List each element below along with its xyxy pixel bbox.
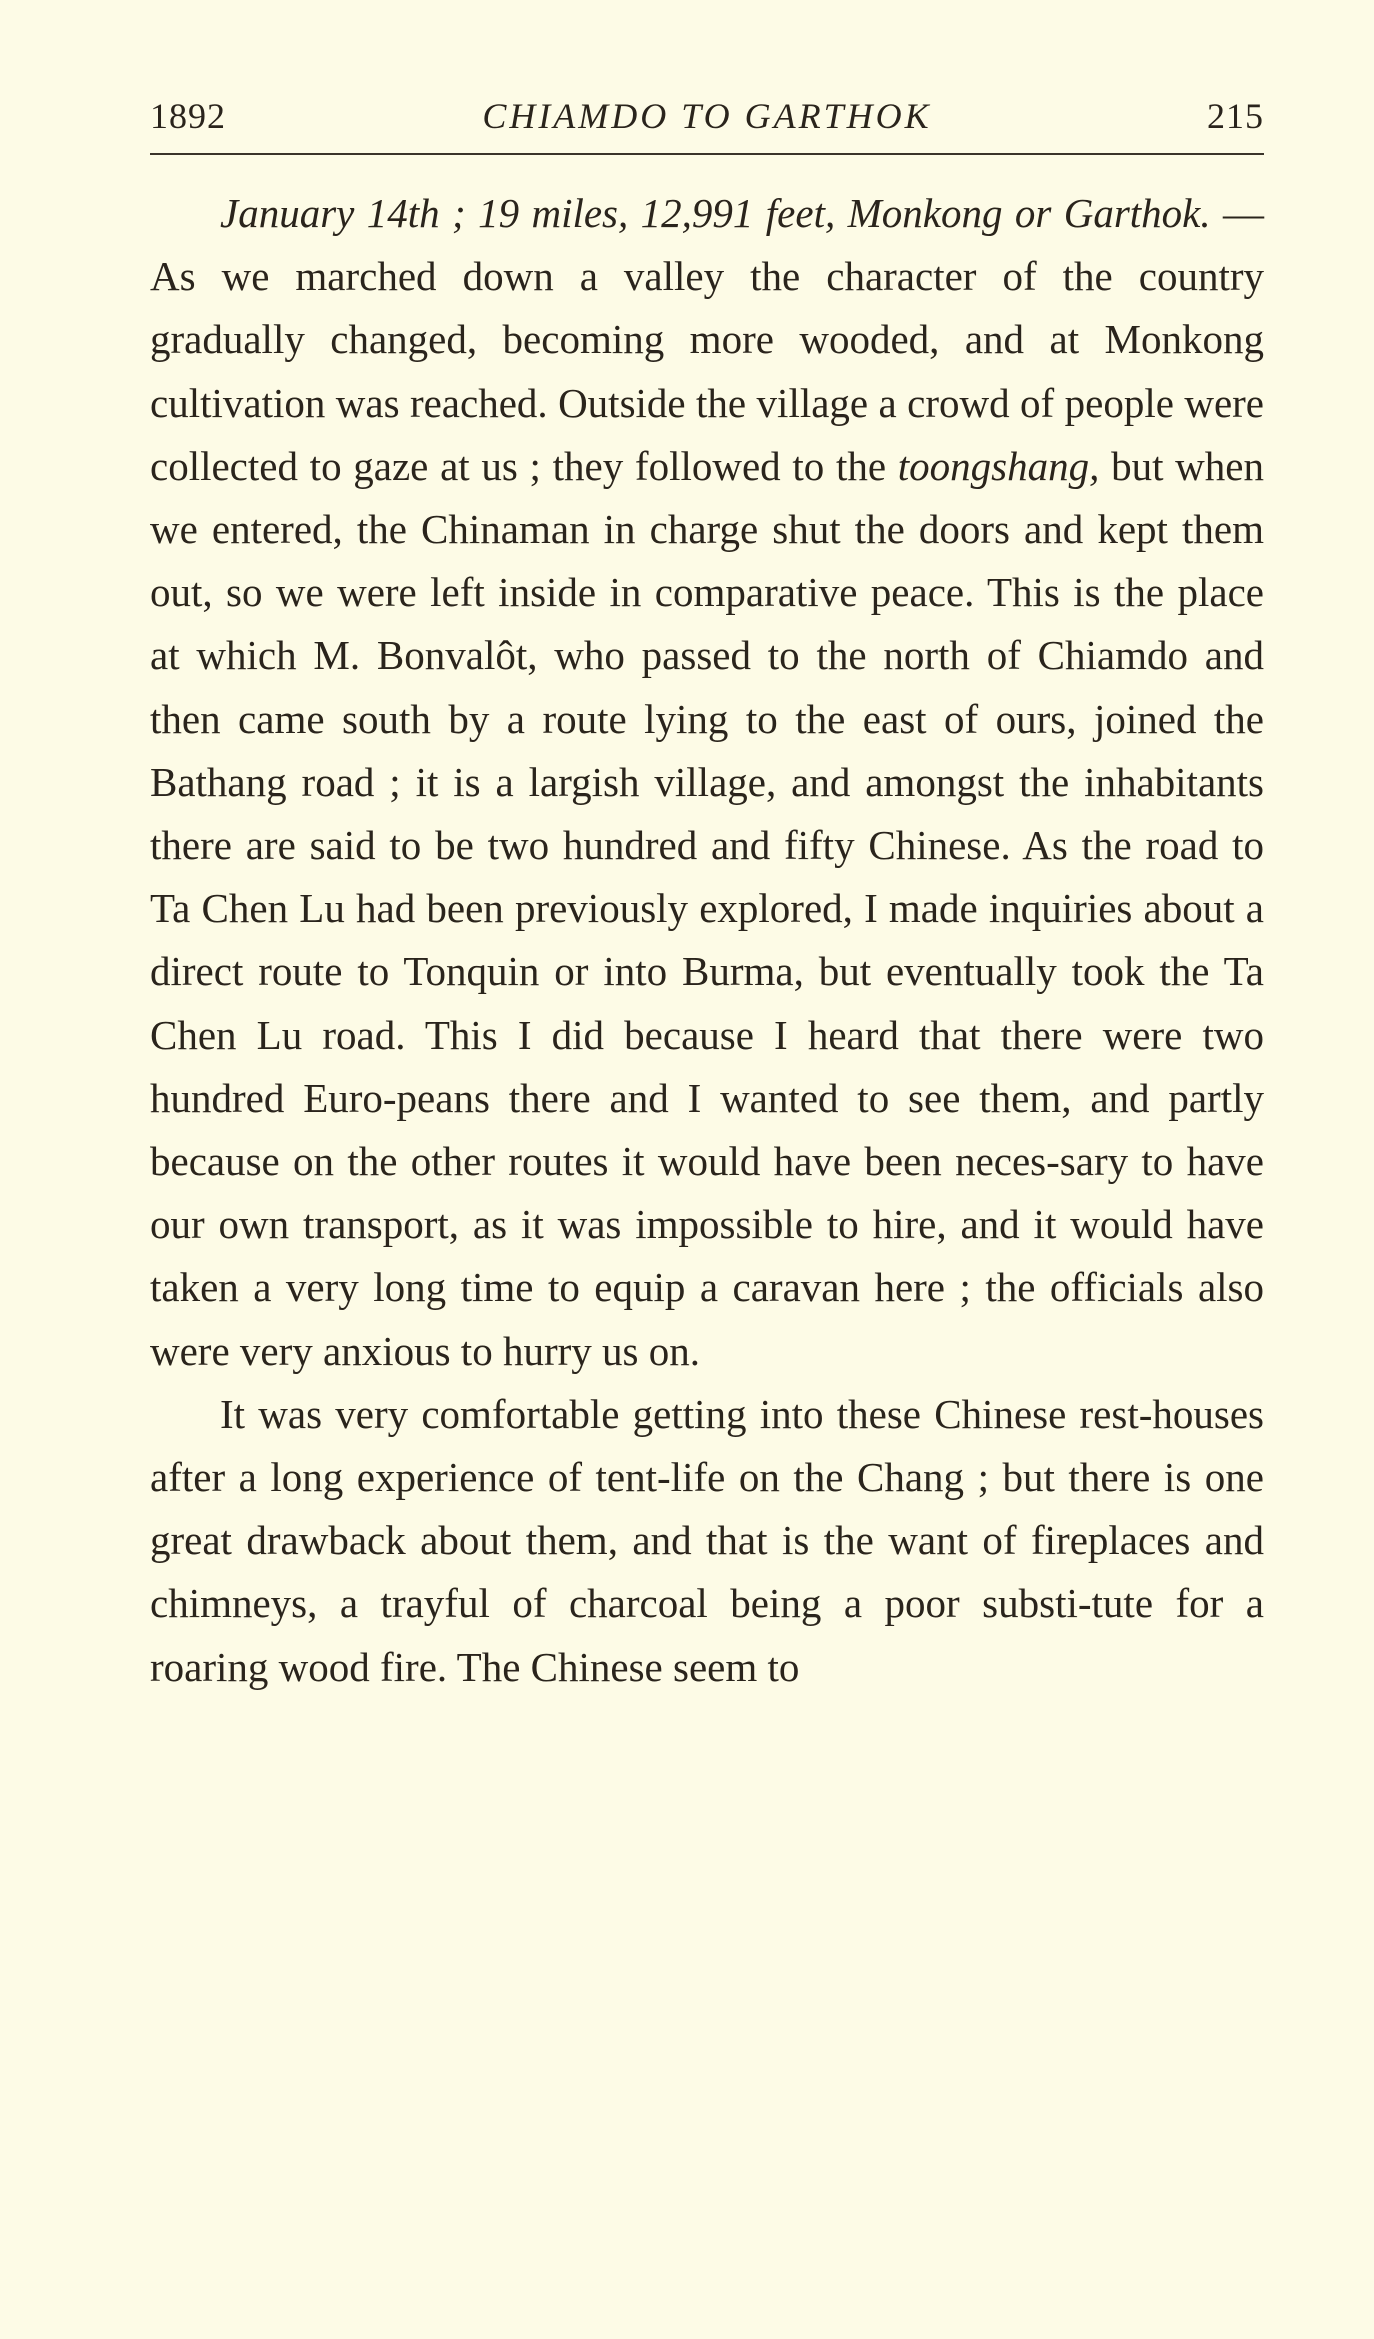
- paragraph-text: It was very comfortable getting into these Chinese rest-houses after a long experience of tent-life on the Chang ; but there is one great drawback about them, and that is the want of fireplaces and chimneys, a trayful of charcoal being a poor substi-tute for a roaring wood fire. The Chinese seem to: [150, 1390, 1264, 1690]
- paragraph-january-14th: [150, 182, 1264, 1383]
- entry-heading: January 14th ; 19 miles, 12,991 feet, Monkong or Garthok.: [220, 190, 1211, 236]
- page-number: 215: [1207, 96, 1264, 136]
- running-title: CHIAMDO TO GARTHOK: [482, 96, 932, 136]
- header-year: 1892: [150, 96, 226, 136]
- header-rule: [150, 153, 1264, 155]
- page-body: [150, 182, 1264, 1699]
- italic-term-toongshang: toongshang,: [897, 442, 1100, 489]
- paragraph-text-part-1: — As we marched down a valley the character of the country gradually changed, becoming more wooded, and at Monkong cultivation was reached. Outside the village a crowd of people were collected to gaze at us ; they followed to the: [150, 190, 1265, 489]
- running-header: [150, 94, 1264, 138]
- paragraph-rest-houses: [150, 1383, 1264, 1699]
- paragraph-text-part-2: but when we entered, the Chinaman in charge shut the doors and kept them out, so we were left inside in comparative peace. This is the place at which M. Bonvalôt, who passed to the north of Chiamdo and then came south by a route lying to the east of ours, joined the Bathang road ; it is a largish village, and amongst the inhabitants there are said to be two hundred and fifty Chinese. As the road to Ta Chen Lu had been previously explored, I made inquiries about a direct route to Tonquin or into Burma, but eventually took the Ta Chen Lu road. This I did because I heard that there were two hundred Euro-peans there and I wanted to see them, and partly because on the other routes it would have been neces-sary to have our own transport, as it was impossible to hire, and it would have taken a very long time to equip a caravan here ; the officials also were very anxious to hurry us on.: [150, 442, 1264, 1374]
